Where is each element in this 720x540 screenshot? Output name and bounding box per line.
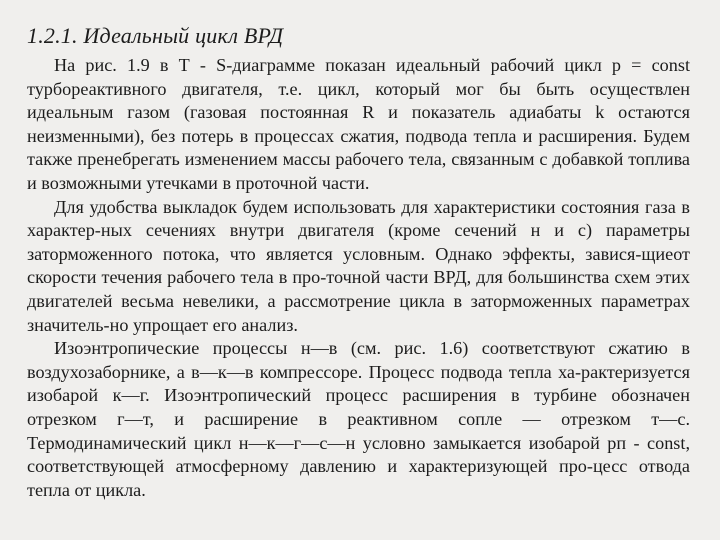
paragraph-cycle-intro: На рис. 1.9 в Т - S-диаграмме показан идеальный рабочий цикл р = const турбореактивного двигателя, т.е. цикл, который мог бы быть осуществлен идеальным газом (газовая постоянная R и показатель адиабаты k остаются неизменными), без потерь в процессах сжатия, подвода тепла и расширения. Будем также пренебрегать изменением массы рабочего тела, связанным с добавкой топлива и возможными утечками в проточной части. xyxy=(27,55,690,193)
section-heading: 1.2.1. Идеальный цикл ВРД xyxy=(27,23,284,48)
paragraph-stagnation-parameters: Для удобства выкладок будем использовать для характеристики состояния газа в характер-ных сечениях внутри двигателя (кроме сечений н и с) параметры заторможенного потока, что является условным. Однако эффекты, завися-щиеот скорости течения рабочего тела в про-точной части ВРД, для большинства схем этих двигателей весьма невелики, а рассмотрение цикла в заторможенных параметрах значитель-но упрощает его анализ. xyxy=(27,196,690,335)
paragraph-isentropic-processes: Изоэнтропические процессы н—в (см. рис. 1.6) соответствуют сжатию в воздухозаборнике, а в—к—в компрессоре. Процесс подвода тепла ха-рактеризуется изобарой к—г. Изоэнтропический процесс расширения в турбине обозначен отрезком г—т, и расширение в реактивном сопле — отрезком т—с. Термодинамический цикл н—к—г—с—н условно замыкается изобарой рп - const, соответствующей атмосферному давлению и характеризующей про-цесс отвода тепла от цикла. xyxy=(27,338,690,500)
